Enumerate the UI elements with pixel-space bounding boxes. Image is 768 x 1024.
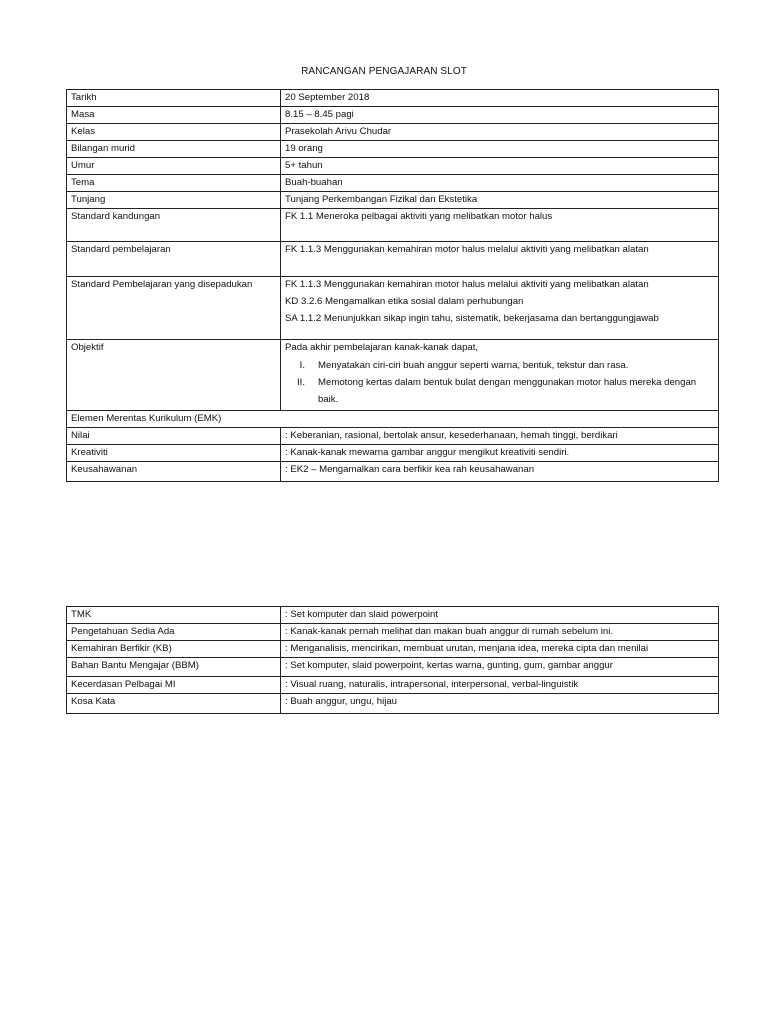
objective-list (285, 357, 715, 408)
table-row (67, 694, 719, 714)
list-number: II. (297, 377, 305, 388)
table-row (67, 428, 719, 445)
row-value: FK 1.1.3 Menggunakan kemahiran motor halus melalui aktiviti yang melibatkan alatan (281, 242, 719, 277)
table-row (67, 411, 719, 428)
row-label: Kemahiran Berfikir (KB) (67, 641, 281, 658)
row-value: FK 1.1 Meneroka pelbagai aktiviti yang melibatkan motor halus (281, 209, 719, 242)
row-value: : Kanak-kanak mewarna gambar anggur mengikut kreativiti sendiri. (281, 445, 719, 462)
teaching-resources-table (66, 606, 719, 714)
standard-line: SA 1.1.2 Menunjukkan sikap ingin tahu, sistematik, bekerjasama dan bertanggungjawab (285, 313, 659, 324)
table-row (67, 90, 719, 107)
row-value: : Set komputer, slaid powerpoint, kertas warna, gunting, gum, gambar anggur (281, 658, 719, 677)
table-row (67, 277, 719, 340)
table-row (67, 658, 719, 677)
table-row (67, 641, 719, 658)
row-value: 8.15 – 8.45 pagi (281, 107, 719, 124)
row-label: Kreativiti (67, 445, 281, 462)
table-row (67, 462, 719, 482)
row-label: Tema (67, 175, 281, 192)
row-label: Keusahawanan (67, 462, 281, 482)
row-value: : Set komputer dan slaid powerpoint (281, 607, 719, 624)
row-value: Buah-buahan (281, 175, 719, 192)
row-label: Objektif (67, 340, 281, 411)
row-value: 20 September 2018 (281, 90, 719, 107)
row-label: TMK (67, 607, 281, 624)
list-item (285, 374, 715, 408)
row-label: Standard Pembelajaran yang disepadukan (67, 277, 281, 340)
standard-line: KD 3.2.6 Mengamalkan etika sosial dalam perhubungan (285, 296, 524, 307)
row-value: : Buah anggur, ungu, hijau (281, 694, 719, 714)
table-row (67, 445, 719, 462)
row-label: Tunjang (67, 192, 281, 209)
row-value: : Keberanian, rasional, bertolak ansur, kesederhanaan, hemah tinggi, berdikari (281, 428, 719, 445)
row-value: : Visual ruang, naturalis, intrapersonal, interpersonal, verbal-linguistik (281, 677, 719, 694)
row-value: Tunjang Perkembangan Fizikal dan Ekstetika (281, 192, 719, 209)
row-label: Bahan Bantu Mengajar (BBM) (67, 658, 281, 677)
table-row (67, 124, 719, 141)
row-label: Standard kandungan (67, 209, 281, 242)
row-value: : Menganalisis, mencirikan, membuat urutan, menjana idea, mereka cipta dan menilai (281, 641, 719, 658)
table-row (67, 624, 719, 641)
table-row (67, 158, 719, 175)
row-value: 19 orang (281, 141, 719, 158)
row-value (281, 340, 719, 411)
list-text: Menyatakan ciri-ciri buah anggur seperti warna, bentuk, tekstur dan rasa. (318, 360, 629, 371)
row-label: Tarikh (67, 90, 281, 107)
row-label: Nilai (67, 428, 281, 445)
lesson-plan-table (66, 89, 719, 482)
table-row (67, 175, 719, 192)
table-row (67, 677, 719, 694)
table-row (67, 141, 719, 158)
row-value (281, 277, 719, 340)
row-label: Kecerdasan Pelbagai MI (67, 677, 281, 694)
row-label: Kelas (67, 124, 281, 141)
row-value: : Kanak-kanak pernah melihat dan makan buah anggur di rumah sebelum ini. (281, 624, 719, 641)
row-label: Pengetahuan Sedia Ada (67, 624, 281, 641)
row-label: Umur (67, 158, 281, 175)
table-row (67, 209, 719, 242)
row-label: Standard pembelajaran (67, 242, 281, 277)
document-title: RANCANGAN PENGAJARAN SLOT (301, 66, 467, 77)
row-label: Masa (67, 107, 281, 124)
objective-intro: Pada akhir pembelajaran kanak-kanak dapat, (285, 342, 479, 353)
table-row (67, 340, 719, 411)
standard-line: FK 1.1.3 Menggunakan kemahiran motor halus melalui aktiviti yang melibatkan alatan (285, 279, 649, 290)
list-text: Memotong kertas dalam bentuk bulat dengan menggunakan motor halus mereka dengan baik. (318, 377, 697, 405)
section-heading: Elemen Merentas Kurikulum (EMK) (67, 411, 719, 428)
row-value: 5+ tahun (281, 158, 719, 175)
table-row (67, 192, 719, 209)
list-item (285, 357, 715, 374)
row-label: Bilangan murid (67, 141, 281, 158)
table-row (67, 607, 719, 624)
list-number: I. (299, 360, 305, 371)
row-value: : EK2 – Mengamalkan cara berfikir kea rah keusahawanan (281, 462, 719, 482)
row-label: Kosa Kata (67, 694, 281, 714)
table-row (67, 242, 719, 277)
table-row (67, 107, 719, 124)
row-value: Prasekolah Arivu Chudar (281, 124, 719, 141)
